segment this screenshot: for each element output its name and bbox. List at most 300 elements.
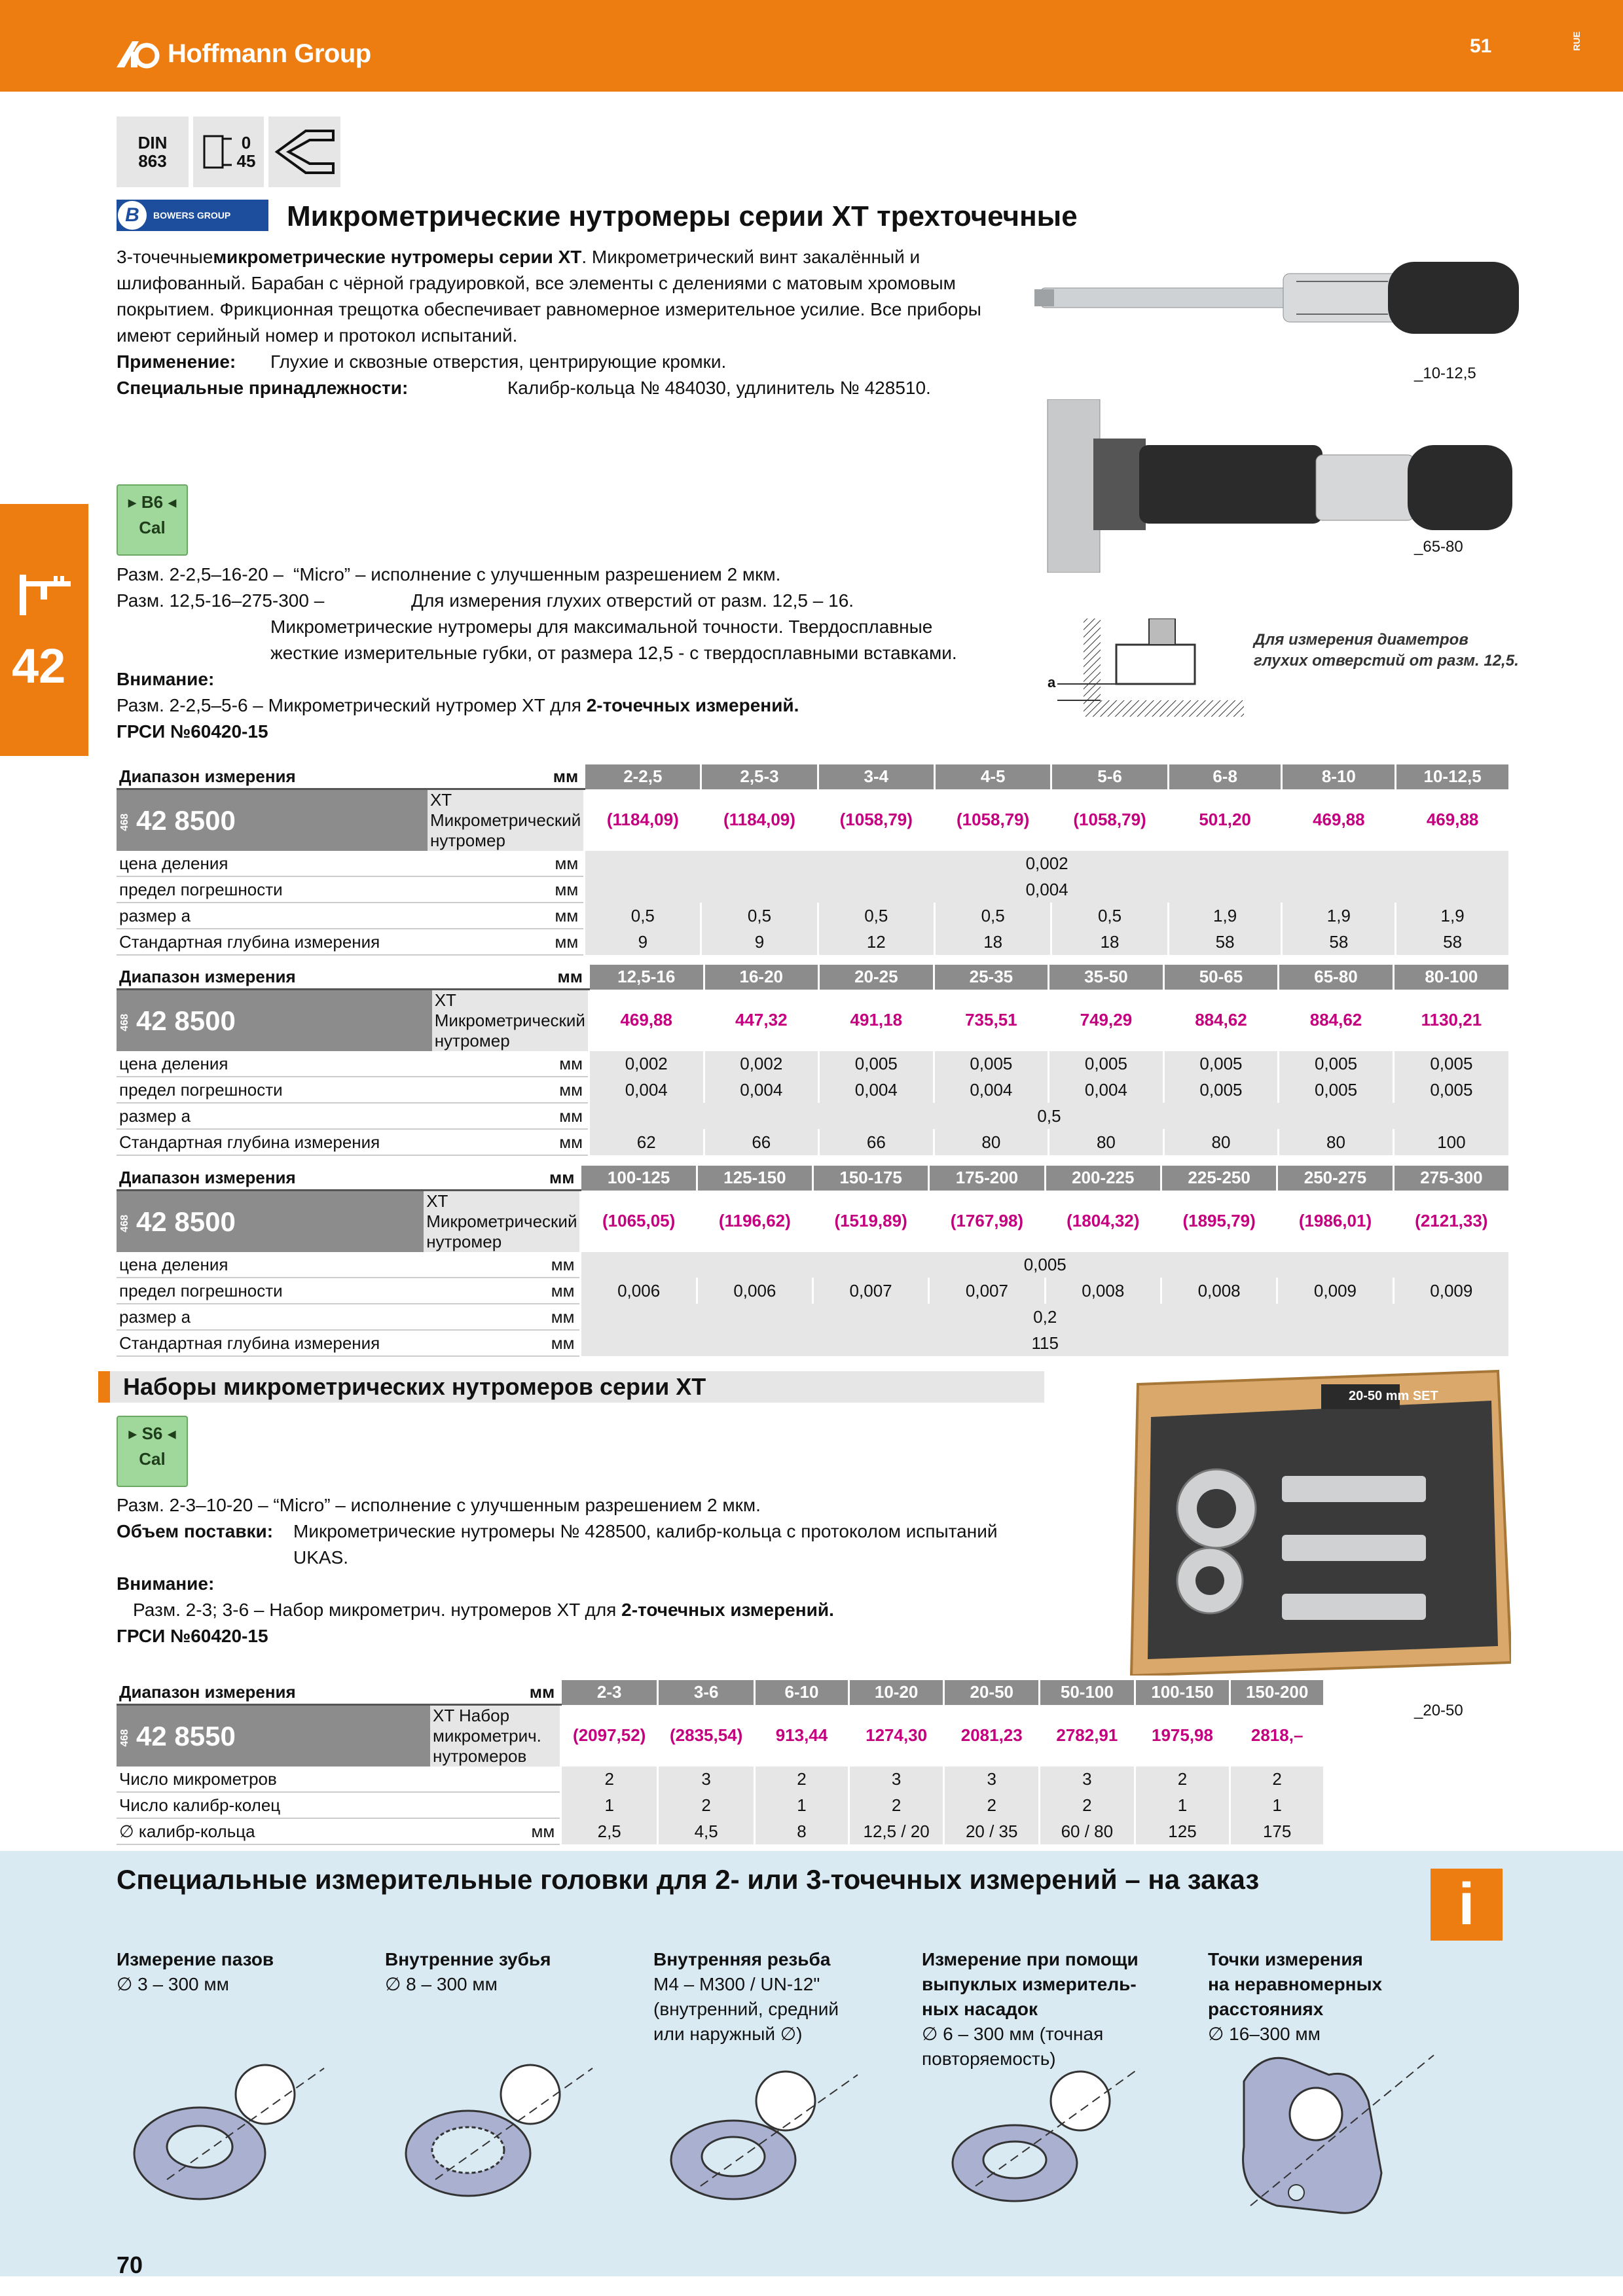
- row-unit: мм: [428, 903, 585, 929]
- article-prefix: 468: [119, 1729, 130, 1747]
- value-cell: 3: [1040, 1767, 1135, 1792]
- value-cell: 0,004: [934, 1077, 1049, 1103]
- special-heads-title: Специальные измерительные головки для 2- или 3-точечных измерений – на заказ: [117, 1864, 1260, 1895]
- brand-logo[interactable]: [117, 34, 371, 73]
- price-cell: 469,88: [589, 990, 704, 1052]
- merged-value: 0,004: [585, 876, 1508, 903]
- row-unit: [430, 1767, 561, 1792]
- value-cell: 0,002: [704, 1051, 819, 1077]
- range-cell: 2,5-3: [701, 764, 818, 789]
- angle-symbol: [268, 117, 340, 187]
- range-cell: 275-300: [1393, 1166, 1508, 1191]
- merged-value: 0,5: [589, 1103, 1508, 1129]
- value-cell: 1,9: [1168, 903, 1282, 929]
- intro-post: . Микрометрический винт закалённый и: [581, 247, 921, 267]
- row-label: Стандартная глубина измерения: [117, 1330, 424, 1356]
- row-label: цена деления: [117, 1252, 424, 1278]
- price-cell: 2818,–: [1230, 1705, 1323, 1767]
- price-cell: (1184,09): [701, 789, 818, 852]
- row-unit: мм: [424, 1330, 581, 1356]
- value-cell: 3: [658, 1767, 755, 1792]
- value-cell: 2: [1040, 1792, 1135, 1818]
- range-unit: мм: [432, 965, 589, 990]
- col2-title: Внутренние зубья: [385, 1949, 551, 1969]
- row-unit: [430, 1792, 561, 1818]
- chapter-number: 42: [12, 639, 66, 693]
- value-cell: 80: [1049, 1129, 1164, 1155]
- range-cell: 16-20: [704, 965, 819, 990]
- sets-section-header: [98, 1371, 1044, 1403]
- value-cell: 4,5: [658, 1818, 755, 1844]
- table-row: [117, 1051, 1508, 1077]
- value-cell: 175: [1230, 1818, 1323, 1844]
- value-cell: 1,9: [1282, 903, 1396, 929]
- sets-section-title: Наборы микрометрических нутромеров серии XT: [123, 1373, 706, 1400]
- caption-10-12: _10-12,5: [1414, 365, 1476, 382]
- convex-tips-drawing: [930, 2055, 1146, 2206]
- value-cell: 0,007: [929, 1278, 1045, 1304]
- row-unit: мм: [430, 1818, 561, 1844]
- product-description: [117, 244, 1033, 401]
- table-row: [117, 1278, 1508, 1304]
- value-cell: 2: [658, 1792, 755, 1818]
- range-cell: 125-150: [697, 1166, 812, 1191]
- diagram-note-2: глухих отверстий от разм. 12,5.: [1254, 652, 1519, 670]
- price-cell: (1986,01): [1277, 1191, 1393, 1253]
- intro-pre: 3-точечные: [117, 247, 213, 267]
- range-cell: 5-6: [1051, 764, 1168, 789]
- blind-hole-diagram: [1057, 619, 1244, 717]
- badge-bottom: Cal: [139, 518, 166, 537]
- row-unit: мм: [432, 1077, 589, 1103]
- range-symbol-text: 0 45: [236, 133, 256, 171]
- value-cell: 58: [1282, 929, 1396, 955]
- price-cell: (1196,62): [697, 1191, 812, 1253]
- value-cell: 12,5 / 20: [848, 1818, 944, 1844]
- table-row: [117, 1304, 1508, 1330]
- value-cell: 0,5: [818, 903, 934, 929]
- article-code: 42 8550: [136, 1720, 236, 1751]
- diagram-label-a: a: [1048, 674, 1056, 691]
- grsi-number: ГРСИ №60420-15: [117, 721, 268, 742]
- range-cell: 150-200: [1230, 1680, 1323, 1705]
- value-cell: 0,004: [589, 1077, 704, 1103]
- intro-bold: микрометрические нутромеры серии XT: [213, 247, 582, 267]
- price-cell: 1130,21: [1393, 990, 1508, 1052]
- row-unit: мм: [432, 1051, 589, 1077]
- table-row: [117, 1767, 1323, 1792]
- special-col-4: [922, 1947, 1177, 2072]
- value-cell: 2: [848, 1792, 944, 1818]
- range-cell: 65-80: [1279, 965, 1394, 990]
- value-cell: 0,5: [585, 903, 701, 929]
- price-cell: 884,62: [1163, 990, 1279, 1052]
- price-cell: (1519,89): [812, 1191, 928, 1253]
- value-cell: 2: [561, 1767, 658, 1792]
- range-cell: 200-225: [1045, 1166, 1161, 1191]
- value-cell: 2: [755, 1767, 849, 1792]
- article-description: XT Набор микрометрич. нутромеров: [430, 1705, 561, 1767]
- row-label: Число калибр-колец: [117, 1792, 430, 1818]
- special-col-3: [653, 1947, 909, 2047]
- range-cell: 2-2,5: [585, 764, 701, 789]
- supply-text: Микрометрические нутромеры № 428500, калибр-кольца с протоколом испытаний: [293, 1521, 998, 1541]
- caption-65-80: _65-80: [1414, 538, 1463, 556]
- value-cell: 0,009: [1277, 1278, 1393, 1304]
- header-page-number: 51: [1470, 35, 1492, 57]
- price-cell: (1058,79): [934, 789, 1051, 852]
- article-code: 42 8500: [136, 804, 236, 836]
- merged-value: 0,002: [585, 851, 1508, 876]
- range-cell: 8-10: [1282, 764, 1396, 789]
- row-label: размер a: [117, 903, 428, 929]
- col4-title-3: ных насадок: [922, 1999, 1038, 2019]
- col2-text: ∅ 8 – 300 мм: [385, 1974, 498, 1994]
- brand-name: Hoffmann Group: [168, 39, 371, 68]
- article-code: 42 8500: [136, 1005, 236, 1036]
- value-cell: 1: [1230, 1792, 1323, 1818]
- value-cell: 2,5: [561, 1818, 658, 1844]
- col4-text-1: ∅ 6 – 300 мм (точная: [922, 2024, 1104, 2044]
- row-label: Число микрометров: [117, 1767, 430, 1792]
- price-cell: (1058,79): [1051, 789, 1168, 852]
- range-cell: 50-65: [1163, 965, 1279, 990]
- article-prefix: 468: [119, 1014, 130, 1031]
- article-number[interactable]: [117, 990, 432, 1052]
- special-col-5: [1208, 1947, 1463, 2047]
- range-cell: 12,5-16: [589, 965, 704, 990]
- bowers-b-icon: B: [118, 201, 147, 230]
- intro-line-4: имеют серийный номер и протокол испытаний.: [117, 325, 518, 346]
- value-cell: 0,004: [704, 1077, 819, 1103]
- value-cell: 18: [1051, 929, 1168, 955]
- article-number[interactable]: [117, 789, 428, 852]
- range-cell: 3-4: [818, 764, 934, 789]
- value-cell: 2: [1230, 1767, 1323, 1792]
- price-cell: (1767,98): [929, 1191, 1045, 1253]
- value-cell: 0,005: [1393, 1077, 1508, 1103]
- row-label: Стандартная глубина измерения: [117, 929, 428, 955]
- range-unit: мм: [428, 764, 585, 789]
- price-cell: 2081,23: [944, 1705, 1040, 1767]
- badge-top: S6: [141, 1424, 163, 1443]
- row-unit: мм: [428, 929, 585, 955]
- article-prefix: 468: [119, 814, 130, 831]
- value-cell: 0,5: [934, 903, 1051, 929]
- range-label: Диапазон измерения: [117, 764, 428, 789]
- row-unit: мм: [428, 876, 585, 903]
- range-symbol: [193, 117, 264, 187]
- price-cell: (1895,79): [1161, 1191, 1277, 1253]
- range-cell: 225-250: [1161, 1166, 1277, 1191]
- angle-measure-icon: [273, 126, 336, 178]
- price-cell: 491,18: [819, 990, 934, 1052]
- price-cell: 469,88: [1396, 789, 1508, 852]
- sets-note2-text: Разм. 2-3; 3-6 – Набор микрометрич. нутромеров XT для: [133, 1600, 622, 1620]
- value-cell: 0,008: [1161, 1278, 1277, 1304]
- section-title: Микрометрические нутромеры серии XT трехточечные: [287, 200, 1078, 232]
- value-cell: 1: [1135, 1792, 1230, 1818]
- value-cell: 80: [1163, 1129, 1279, 1155]
- spec-table-1: [117, 764, 1508, 956]
- row-label: цена деления: [117, 851, 428, 876]
- value-cell: 0,007: [812, 1278, 928, 1304]
- range-label: Диапазон измерения: [117, 1166, 424, 1191]
- merged-value: 0,005: [581, 1252, 1508, 1278]
- range-cell: 35-50: [1049, 965, 1164, 990]
- price-cell: 913,44: [755, 1705, 849, 1767]
- col5-text-1: ∅ 16–300 мм: [1208, 2024, 1321, 2044]
- value-cell: 3: [944, 1767, 1040, 1792]
- value-cell: 0,005: [1049, 1051, 1164, 1077]
- accessories-text: Калибр-кольца № 484030, удлинитель № 428510.: [507, 378, 931, 398]
- sets-notes: [117, 1492, 1099, 1649]
- hoffmann-logo-icon: [117, 39, 162, 69]
- table-row: [117, 1077, 1508, 1103]
- value-cell: 9: [585, 929, 701, 955]
- value-cell: 0,5: [701, 903, 818, 929]
- value-cell: 20 / 35: [944, 1818, 1040, 1844]
- value-cell: 1,9: [1396, 903, 1508, 929]
- caption-20-50: _20-50: [1414, 1702, 1463, 1719]
- sets-warning-label: Внимание:: [117, 1573, 215, 1594]
- value-cell: 80: [1279, 1129, 1394, 1155]
- micrometer-set-case-image: [1125, 1365, 1511, 1676]
- badge-top: B6: [141, 492, 164, 512]
- col1-title: Измерение пазов: [117, 1949, 274, 1969]
- table-row: [117, 1792, 1323, 1818]
- value-cell: 66: [819, 1129, 934, 1155]
- spec-table-2: [117, 965, 1508, 1156]
- row-unit: мм: [424, 1304, 581, 1330]
- article-prefix: 468: [119, 1215, 130, 1232]
- col3-text-2: (внутренний, средний: [653, 1999, 839, 2019]
- micrometer-small-image: [1034, 242, 1519, 353]
- row-unit: мм: [424, 1252, 581, 1278]
- internal-teeth-drawing: [396, 2055, 599, 2206]
- row-label: размер a: [117, 1304, 424, 1330]
- article-description: XT Микрометрический нутромер: [432, 990, 589, 1052]
- col3-text-3: или наружный ∅): [653, 2024, 803, 2044]
- price-cell: 749,29: [1049, 990, 1164, 1052]
- range-cell: 100-125: [581, 1166, 697, 1191]
- chapter-tab: [0, 504, 88, 756]
- value-cell: 0,009: [1393, 1278, 1508, 1304]
- value-cell: 2: [944, 1792, 1040, 1818]
- value-cell: 0,5: [1051, 903, 1168, 929]
- price-cell: (1184,09): [585, 789, 701, 852]
- row-label: цена деления: [117, 1051, 432, 1077]
- range-cell: 250-275: [1277, 1166, 1393, 1191]
- size-notes: [117, 562, 1099, 745]
- price-cell: 501,20: [1168, 789, 1282, 852]
- range-label: Диапазон измерения: [117, 965, 432, 990]
- value-cell: 0,005: [1279, 1077, 1394, 1103]
- application-text: Глухие и сквозные отверстия, центрирующие кромки.: [270, 351, 727, 372]
- range-cell: 25-35: [934, 965, 1049, 990]
- value-cell: 8: [755, 1818, 849, 1844]
- special-col-2: [385, 1947, 640, 1997]
- slot-measurement-drawing: [128, 2055, 331, 2206]
- value-cell: 3: [848, 1767, 944, 1792]
- col5-title-2: на неравномерных: [1208, 1974, 1383, 1994]
- sets-note2-bold: 2-точечных измерений.: [621, 1600, 834, 1620]
- din-symbol: DIN 863: [117, 117, 189, 187]
- table-row: [117, 929, 1508, 955]
- note1-text: “Micro” – исполнение с улучшенным разрешением 2 мкм.: [293, 564, 781, 584]
- price-cell: 884,62: [1279, 990, 1394, 1052]
- col4-text-2: повторяемость): [922, 2049, 1056, 2069]
- value-cell: 1: [561, 1792, 658, 1818]
- price-cell: 735,51: [934, 990, 1049, 1052]
- col5-title-3: расстояниях: [1208, 1999, 1324, 2019]
- merged-value: 0,2: [581, 1304, 1508, 1330]
- row-label: Стандартная глубина измерения: [117, 1129, 432, 1155]
- range-cell: 10-20: [848, 1680, 944, 1705]
- sets-table: [117, 1680, 1323, 1845]
- table-row: [117, 1252, 1508, 1278]
- range-cell: 4-5: [934, 764, 1051, 789]
- calibration-badge-s6: [117, 1416, 188, 1487]
- value-cell: 18: [934, 929, 1051, 955]
- row-unit: мм: [432, 1129, 589, 1155]
- price-cell: 447,32: [704, 990, 819, 1052]
- value-cell: 0,004: [1049, 1077, 1164, 1103]
- value-cell: 0,006: [581, 1278, 697, 1304]
- col3-text-1: M4 – M300 / UN-12": [653, 1974, 820, 1994]
- merged-value: 115: [581, 1330, 1508, 1356]
- value-cell: 0,005: [819, 1051, 934, 1077]
- range-unit: мм: [424, 1166, 581, 1191]
- value-cell: 60 / 80: [1040, 1818, 1135, 1844]
- value-cell: 62: [589, 1129, 704, 1155]
- price-cell: 1975,98: [1135, 1705, 1230, 1767]
- case-label: 20-50 mm SET: [1349, 1389, 1438, 1403]
- info-icon[interactable]: i: [1431, 1869, 1503, 1941]
- value-cell: 2: [1135, 1767, 1230, 1792]
- price-cell: (1058,79): [818, 789, 934, 852]
- note1-label: Разм. 2-2,5–16-20 –: [117, 564, 284, 584]
- supply-label: Объем поставки:: [117, 1521, 274, 1541]
- range-cell: 80-100: [1393, 965, 1508, 990]
- range-unit: мм: [430, 1680, 561, 1705]
- accessories-label: Специальные принадлежности:: [117, 378, 409, 398]
- row-label: предел погрешности: [117, 1077, 432, 1103]
- article-description: XT Микрометрический нутромер: [428, 789, 585, 852]
- value-cell: 0,005: [1279, 1051, 1394, 1077]
- range-cell: 10-12,5: [1396, 764, 1508, 789]
- range-label: Диапазон измерения: [117, 1680, 430, 1705]
- uneven-points-drawing: [1224, 2042, 1440, 2232]
- price-cell: (2835,54): [658, 1705, 755, 1767]
- calibration-badge-b6: [117, 484, 188, 556]
- row-label: ∅ калибр-кольца: [117, 1818, 430, 1844]
- article-number[interactable]: [117, 1705, 430, 1767]
- value-cell: 0,004: [819, 1077, 934, 1103]
- value-cell: 0,008: [1045, 1278, 1161, 1304]
- bowers-group-logo: [117, 200, 268, 231]
- language-code: RUE: [1571, 31, 1582, 51]
- sets-grsi-number: ГРСИ №60420-15: [117, 1626, 268, 1646]
- value-cell: 66: [704, 1129, 819, 1155]
- table-row: [117, 1330, 1508, 1356]
- row-unit: мм: [432, 1103, 589, 1129]
- application-label: Применение:: [117, 351, 236, 372]
- spec-table-3: [117, 1166, 1508, 1357]
- value-cell: 58: [1396, 929, 1508, 955]
- range-cell: 20-25: [819, 965, 934, 990]
- range-cell: 6-10: [755, 1680, 849, 1705]
- row-unit: мм: [424, 1278, 581, 1304]
- note3-bold: 2-точечных измерений.: [586, 695, 799, 715]
- range-cell: 2-3: [561, 1680, 658, 1705]
- value-cell: 1: [755, 1792, 849, 1818]
- internal-thread-drawing: [661, 2055, 864, 2206]
- article-code: 42 8500: [136, 1206, 236, 1237]
- table-row: [117, 851, 1508, 876]
- range-cell: 175-200: [929, 1166, 1045, 1191]
- price-cell: 469,88: [1282, 789, 1396, 852]
- row-label: предел погрешности: [117, 876, 428, 903]
- note2-text: Для измерения глухих отверстий от разм. 12,5 – 16.: [411, 590, 854, 611]
- article-description: XT Микрометрический нутромер: [424, 1191, 581, 1253]
- col3-title: Внутренняя резьба: [653, 1949, 831, 1969]
- note3-text: Микрометрический нутромер XT для: [268, 695, 587, 715]
- value-cell: 9: [701, 929, 818, 955]
- badge-arrow-left-icon: ◂: [168, 492, 177, 512]
- price-cell: (2121,33): [1393, 1191, 1508, 1253]
- badge-arrow-left-icon: ◂: [167, 1424, 176, 1443]
- table-row: [117, 1129, 1508, 1155]
- note2-line2: Микрометрические нутромеры для максимальной точности. Твердосплавные: [270, 617, 933, 637]
- value-cell: 0,002: [589, 1051, 704, 1077]
- range-cell: 3-6: [658, 1680, 755, 1705]
- col5-title-1: Точки измерения: [1208, 1949, 1363, 1969]
- col4-title-1: Измерение при помощи: [922, 1949, 1139, 1969]
- note3-label: Разм. 2-2,5–5-6 –: [117, 695, 263, 715]
- badge-arrow-right-icon: ▸: [128, 492, 137, 512]
- note2-line3: жесткие измерительные губки, от размера 12,5 - с твердосплавными вставками.: [270, 643, 957, 663]
- price-cell: (2097,52): [561, 1705, 658, 1767]
- value-cell: 0,005: [934, 1051, 1049, 1077]
- value-cell: 0,005: [1163, 1051, 1279, 1077]
- price-cell: 1274,30: [848, 1705, 944, 1767]
- section-accent: [98, 1371, 110, 1403]
- range-cell: 6-8: [1168, 764, 1282, 789]
- value-cell: 100: [1393, 1129, 1508, 1155]
- table-row: [117, 1103, 1508, 1129]
- col4-title-2: выпуклых измеритель-: [922, 1974, 1137, 1994]
- range-cell: 50-100: [1040, 1680, 1135, 1705]
- footer-page-number: 70: [117, 2251, 143, 2278]
- badge-arrow-right-icon: ▸: [128, 1424, 137, 1443]
- value-cell: 0,005: [1163, 1077, 1279, 1103]
- row-unit: мм: [428, 851, 585, 876]
- value-cell: 125: [1135, 1818, 1230, 1844]
- article-number[interactable]: [117, 1191, 424, 1253]
- price-cell: (1065,05): [581, 1191, 697, 1253]
- micrometer-range-icon: [202, 126, 234, 178]
- value-cell: 80: [934, 1129, 1049, 1155]
- intro-line-2: шлифованный. Барабан с чёрной градуировкой, все элементы с делениями с матовым хромовым: [117, 273, 956, 293]
- price-cell: 2782,91: [1040, 1705, 1135, 1767]
- range-cell: 150-175: [812, 1166, 928, 1191]
- intro-line-3: покрытием. Фрикционная трещотка обеспечивает равномерное измерительное усилие. Все приборы: [117, 299, 981, 319]
- col1-text: ∅ 3 – 300 мм: [117, 1974, 229, 1994]
- warning-label: Внимание:: [117, 669, 215, 689]
- row-label: размер a: [117, 1103, 432, 1129]
- badge-bottom: Cal: [139, 1449, 166, 1469]
